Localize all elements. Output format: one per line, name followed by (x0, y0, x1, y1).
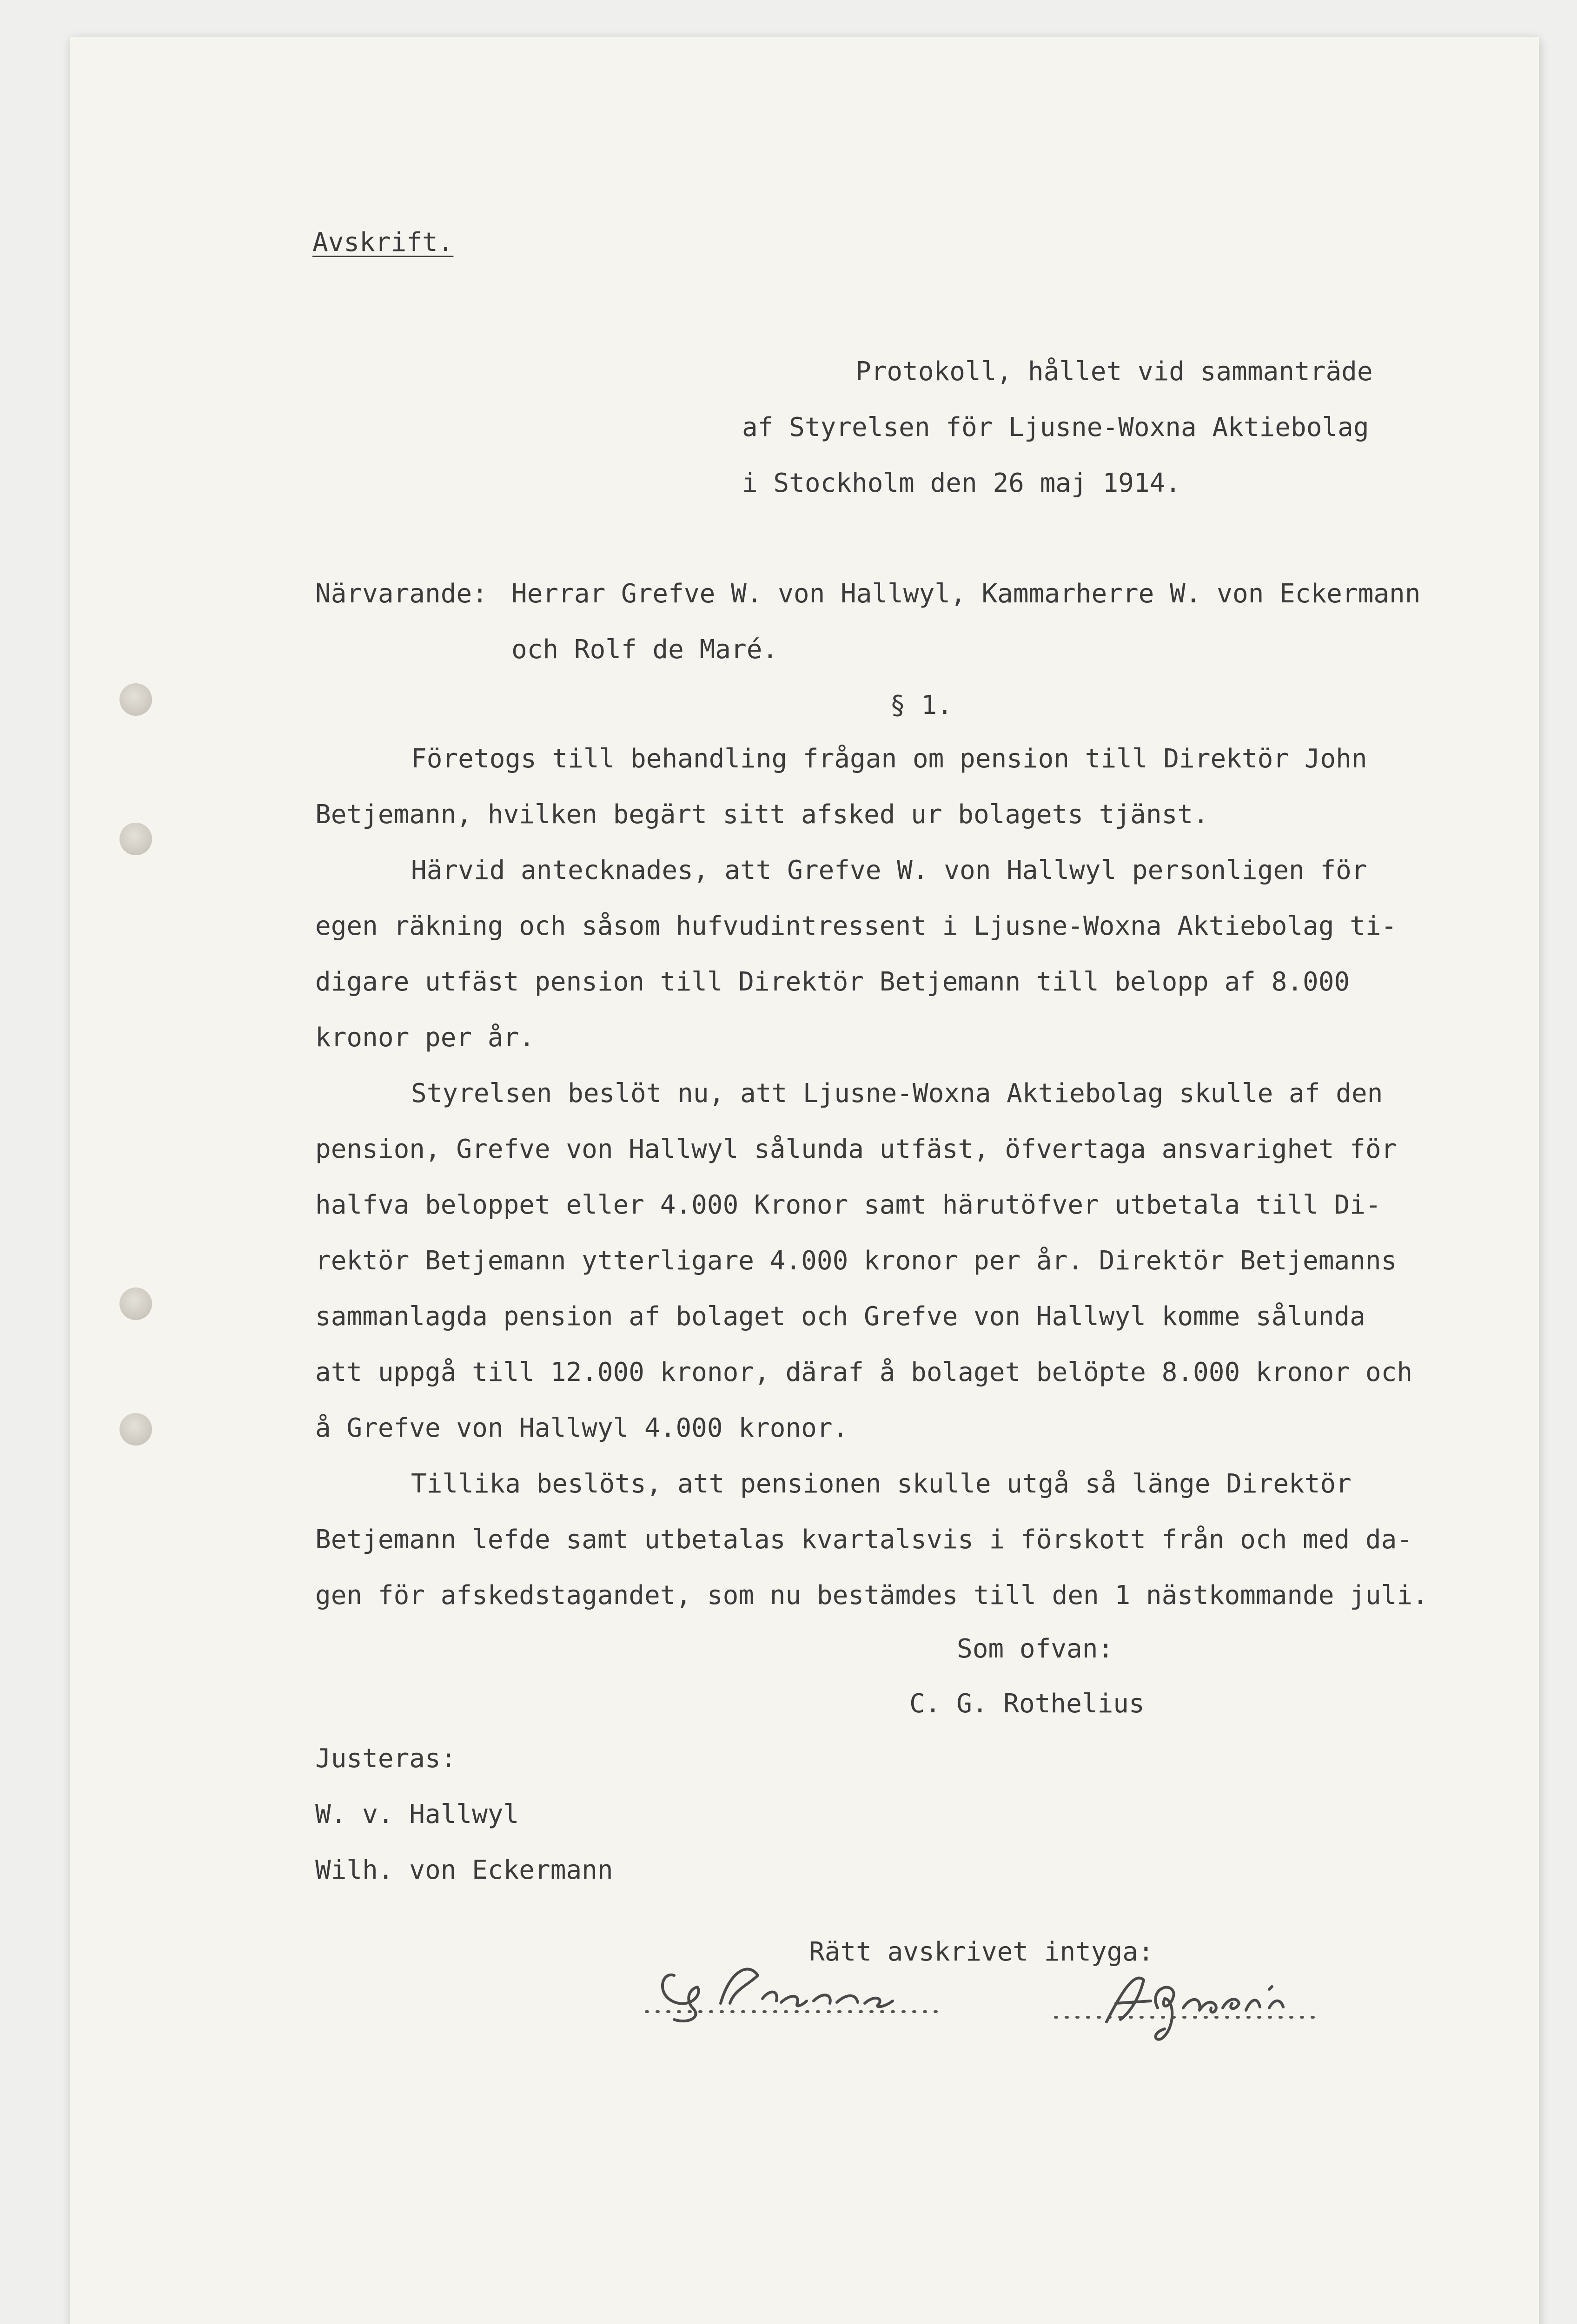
certification-text: Rätt avskrivet intyga: (809, 1937, 1154, 1967)
punch-hole (119, 1287, 152, 1320)
adjust-label: Justeras: (315, 1743, 457, 1774)
body-line: Betjemann, hvilken begärt sitt afsked ur bolagets tjänst. (315, 799, 1209, 830)
section-number: § 1. (890, 690, 953, 720)
body-line: att uppgå till 12.000 kronor, däraf å bolaget belöpte 8.000 kronor och (315, 1357, 1413, 1387)
adjuster-name: Wilh. von Eckermann (315, 1855, 613, 1885)
title-line: Protokoll, hållet vid sammanträde (855, 357, 1373, 387)
title-line: af Styrelsen för Ljusne-Woxna Aktiebolag (742, 412, 1369, 442)
body-line: gen för afskedstagandet, som nu bestämdes till den 1 nästkommande juli. (315, 1580, 1428, 1611)
secretary-name: C. G. Rothelius (909, 1689, 1145, 1719)
body-line: Företogs till behandling frågan om pension till Direktör John (411, 744, 1367, 774)
adjuster-name: W. v. Hallwyl (315, 1799, 519, 1829)
body-line: sammanlagda pension af bolaget och Grefve von Hallwyl komme sålunda (315, 1301, 1365, 1332)
body-line: å Grefve von Hallwyl 4.000 kronor. (315, 1413, 848, 1443)
title-line: i Stockholm den 26 maj 1914. (742, 468, 1181, 498)
body-line: kronor per år. (315, 1023, 535, 1053)
body-line: Betjemann lefde samt utbetalas kvartalsvis i förskott från och med da- (315, 1525, 1413, 1555)
punch-hole (119, 683, 152, 716)
punch-hole (119, 1413, 152, 1446)
body-line: Styrelsen beslöt nu, att Ljusne-Woxna Aktiebolag skulle af den (411, 1078, 1383, 1109)
body-line: Tillika beslöts, att pensionen skulle utgå så länge Direktör (411, 1469, 1352, 1499)
signature-2 (1051, 1952, 1330, 2045)
present-label: Närvarande: (315, 579, 488, 609)
body-line: rektör Betjemann ytterligare 4.000 kronor per år. Direktör Betjemanns (315, 1246, 1397, 1276)
body-line: Härvid antecknades, att Grefve W. von Hallwyl personligen för (411, 855, 1367, 885)
body-line: halfva beloppet eller 4.000 Kronor samt härutöfver utbetala till Di- (315, 1190, 1381, 1220)
punch-hole (119, 823, 152, 855)
signature-1 (642, 1943, 948, 2027)
body-line: pension, Grefve von Hallwyl sålunda utfäst, öfvertaga ansvarighet för (315, 1134, 1397, 1164)
body-line: digare utfäst pension till Direktör Betjemann till belopp af 8.000 (315, 967, 1350, 997)
present-line: och Rolf de Maré. (511, 634, 778, 665)
document-heading: Avskrift. (312, 227, 454, 257)
closing-text: Som ofvan: (957, 1634, 1114, 1664)
present-line: Herrar Grefve W. von Hallwyl, Kammarherre W. von Eckermann (511, 579, 1421, 609)
body-line: egen räkning och såsom hufvudintressent i Ljusne-Woxna Aktiebolag ti- (315, 911, 1397, 941)
